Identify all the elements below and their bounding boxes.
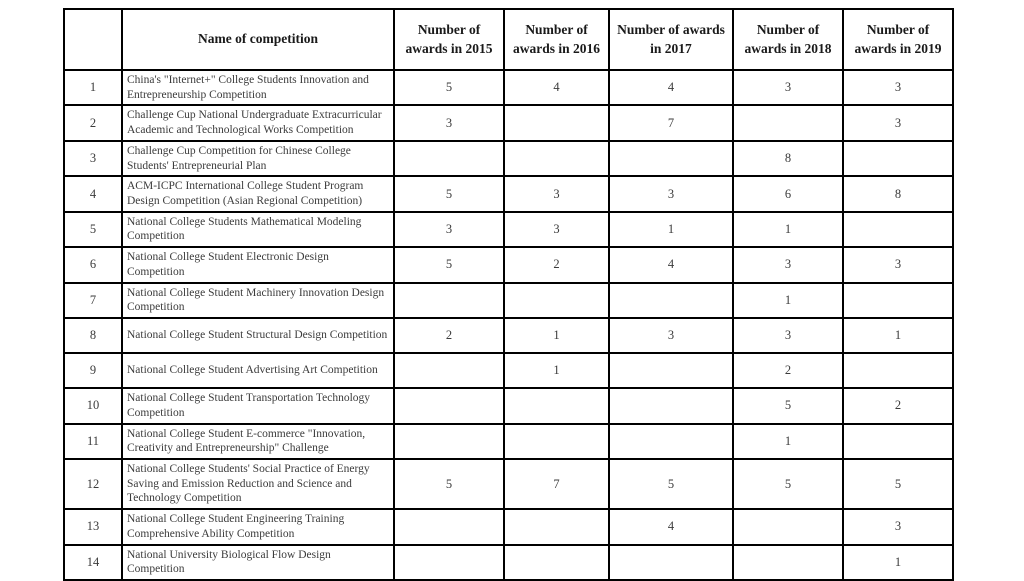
competition-name: National College Student Structural Design Competition: [122, 318, 394, 353]
awards-2015: [394, 353, 504, 388]
awards-2016: 1: [504, 353, 609, 388]
competition-name: National University Biological Flow Design Competition: [122, 545, 394, 580]
awards-2019: [843, 141, 953, 176]
awards-table: [63, 8, 954, 581]
awards-2018: [733, 509, 843, 544]
awards-2017: [609, 283, 733, 318]
competition-name: ACM-ICPC International College Student Program Design Competition (Asian Regional Competition): [122, 176, 394, 211]
awards-2016: 2: [504, 247, 609, 282]
awards-2015: 5: [394, 176, 504, 211]
row-index: 7: [64, 283, 122, 318]
awards-2015: 5: [394, 247, 504, 282]
awards-2017: [609, 353, 733, 388]
row-index: 10: [64, 388, 122, 423]
awards-2018: 3: [733, 247, 843, 282]
row-index: 6: [64, 247, 122, 282]
awards-2015: 5: [394, 459, 504, 509]
row-index: 8: [64, 318, 122, 353]
awards-2017: [609, 545, 733, 580]
awards-2019: 3: [843, 247, 953, 282]
awards-2017: 7: [609, 105, 733, 140]
row-index: 5: [64, 212, 122, 247]
awards-2016: [504, 509, 609, 544]
row-index: 9: [64, 353, 122, 388]
competition-name: National College Student Transportation Technology Competition: [122, 388, 394, 423]
column-header-name: Name of competition: [122, 9, 394, 70]
awards-2017: 4: [609, 247, 733, 282]
awards-2019: 3: [843, 509, 953, 544]
awards-2016: [504, 283, 609, 318]
awards-2015: [394, 141, 504, 176]
awards-2018: 2: [733, 353, 843, 388]
awards-2019: [843, 283, 953, 318]
awards-2019: [843, 212, 953, 247]
awards-2017: 1: [609, 212, 733, 247]
awards-2016: [504, 424, 609, 459]
awards-2019: [843, 353, 953, 388]
competition-name: National College Students' Social Practice of Energy Saving and Emission Reduction and Science and Technology Competition: [122, 459, 394, 509]
row-index: 4: [64, 176, 122, 211]
awards-2016: [504, 388, 609, 423]
awards-2018: [733, 105, 843, 140]
competition-name: National College Student Engineering Training Comprehensive Ability Competition: [122, 509, 394, 544]
table-row: [64, 459, 953, 509]
awards-2016: 1: [504, 318, 609, 353]
table-row: [64, 318, 953, 353]
awards-2019: 8: [843, 176, 953, 211]
table-row: [64, 141, 953, 176]
awards-2016: 7: [504, 459, 609, 509]
row-index: 11: [64, 424, 122, 459]
competition-name: National College Student Electronic Design Competition: [122, 247, 394, 282]
competition-name: China's "Internet+" College Students Innovation and Entrepreneurship Competition: [122, 70, 394, 105]
awards-2019: 3: [843, 70, 953, 105]
awards-2018: 1: [733, 212, 843, 247]
awards-2018: 8: [733, 141, 843, 176]
table-row: [64, 212, 953, 247]
awards-2016: 3: [504, 212, 609, 247]
table-row: [64, 105, 953, 140]
awards-2018: [733, 545, 843, 580]
awards-2017: 4: [609, 70, 733, 105]
table-row: [64, 353, 953, 388]
competition-name: National College Student E-commerce "Innovation, Creativity and Entrepreneurship" Challenge: [122, 424, 394, 459]
awards-2019: 1: [843, 545, 953, 580]
header-row: [64, 9, 953, 70]
awards-2019: 5: [843, 459, 953, 509]
competition-name: Challenge Cup Competition for Chinese College Students' Entrepreneurial Plan: [122, 141, 394, 176]
table-row: [64, 70, 953, 105]
awards-2019: [843, 424, 953, 459]
table-row: [64, 424, 953, 459]
table-row: [64, 283, 953, 318]
table-row: [64, 247, 953, 282]
awards-2017: [609, 388, 733, 423]
awards-2015: 3: [394, 212, 504, 247]
column-header-2015: Number of awards in 2015: [394, 9, 504, 70]
awards-2017: [609, 141, 733, 176]
awards-2015: [394, 545, 504, 580]
awards-2015: [394, 388, 504, 423]
awards-2015: 5: [394, 70, 504, 105]
awards-2016: [504, 105, 609, 140]
awards-table-container: [63, 8, 952, 581]
row-index: 1: [64, 70, 122, 105]
column-header-2019: Number of awards in 2019: [843, 9, 953, 70]
awards-2018: 1: [733, 424, 843, 459]
awards-2017: 3: [609, 176, 733, 211]
awards-2018: 6: [733, 176, 843, 211]
awards-2017: [609, 424, 733, 459]
awards-2015: [394, 424, 504, 459]
awards-2017: 5: [609, 459, 733, 509]
row-index: 13: [64, 509, 122, 544]
table-row: [64, 176, 953, 211]
awards-2019: 2: [843, 388, 953, 423]
awards-2018: 1: [733, 283, 843, 318]
awards-2019: 3: [843, 105, 953, 140]
awards-2015: [394, 509, 504, 544]
awards-2019: 1: [843, 318, 953, 353]
column-header-2016: Number of awards in 2016: [504, 9, 609, 70]
competition-name: National College Student Machinery Innovation Design Competition: [122, 283, 394, 318]
row-index: 12: [64, 459, 122, 509]
awards-2017: 4: [609, 509, 733, 544]
awards-2015: 2: [394, 318, 504, 353]
row-index: 14: [64, 545, 122, 580]
awards-2017: 3: [609, 318, 733, 353]
row-index: 2: [64, 105, 122, 140]
competition-name: Challenge Cup National Undergraduate Extracurricular Academic and Technological Works Competition: [122, 105, 394, 140]
row-index: 3: [64, 141, 122, 176]
awards-2016: 4: [504, 70, 609, 105]
awards-2018: 3: [733, 318, 843, 353]
awards-2015: 3: [394, 105, 504, 140]
awards-2018: 5: [733, 459, 843, 509]
table-row: [64, 509, 953, 544]
table-row: [64, 545, 953, 580]
awards-2018: 5: [733, 388, 843, 423]
awards-2018: 3: [733, 70, 843, 105]
column-header-index: [64, 9, 122, 70]
column-header-2018: Number of awards in 2018: [733, 9, 843, 70]
awards-2016: [504, 141, 609, 176]
awards-2016: [504, 545, 609, 580]
table-row: [64, 388, 953, 423]
awards-2016: 3: [504, 176, 609, 211]
competition-name: National College Student Advertising Art Competition: [122, 353, 394, 388]
awards-2015: [394, 283, 504, 318]
competition-name: National College Students Mathematical Modeling Competition: [122, 212, 394, 247]
column-header-2017: Number of awards in 2017: [609, 9, 733, 70]
